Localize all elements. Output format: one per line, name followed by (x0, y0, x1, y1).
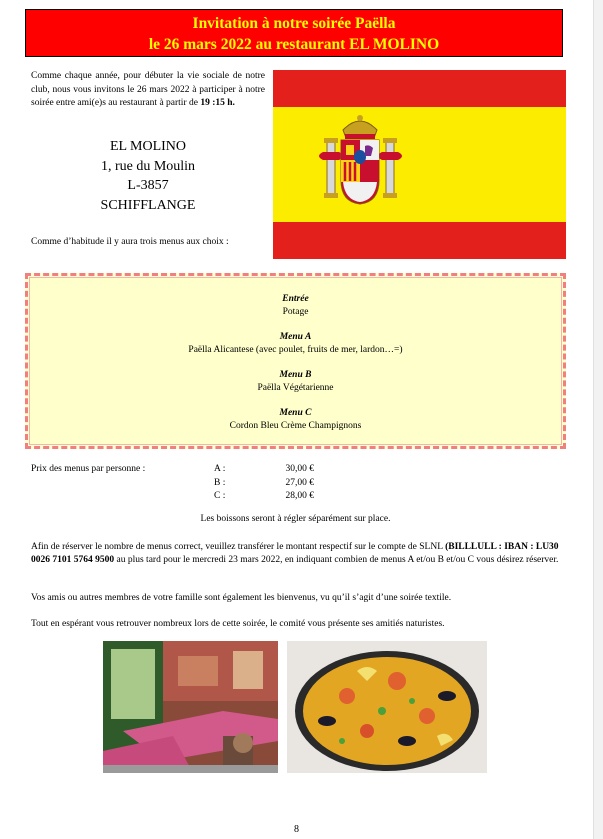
menu-options-box (25, 273, 566, 449)
reservation-paragraph (31, 541, 561, 567)
menu-entree-title: Entrée (282, 294, 309, 304)
price-menu: B : (214, 477, 226, 488)
address-city: SCHIFFLANGE (100, 197, 196, 213)
intro-text: Comme chaque année, pour débuter la vie sociale de notre club, nous vous invitons le 26 mars 2022 à participer à notre soirée entre ami(e)s au restaurant à partir de (31, 71, 265, 108)
reservation-text-after: au plus tard pour le mercredi 23 mars 2022, en indiquant combien de menus A et/ou B et/ou C vous désirez réserver. (114, 555, 559, 565)
menu-a-dish: Paëlla Alicantese (avec poulet, fruits de mer, lardon…=) (188, 344, 403, 355)
scrollbar-track[interactable] (593, 0, 603, 839)
menu-a-title: Menu A (279, 332, 312, 342)
header-title-line1: Invitation à notre soirée Paëlla (192, 15, 396, 32)
price-value: 28,00 € (285, 491, 314, 501)
reservation-text-before: Afin de réserver le nombre de menus correct, veuillez transférer le montant respectif sur le compte de SLNL (31, 542, 446, 552)
paella-dish-photo (287, 641, 487, 773)
bank-details: (BILLLULL : IBAN : LU30 0026 7101 5764 9500 (31, 542, 559, 565)
menu-entree-dish: Potage (282, 306, 309, 317)
intro-time: 19 :15 h. (200, 98, 235, 108)
drinks-note: Les boissons seront à régler séparément sur place. (200, 514, 391, 524)
menu-c-dish: Cordon Bleu Crème Champignons (229, 420, 362, 431)
price-menu: C : (214, 491, 226, 501)
price-value: 30,00 € (285, 464, 314, 474)
address-name: EL MOLINO (109, 139, 187, 154)
address-postcode: L-3857 (127, 178, 169, 193)
spanish-flag-image (273, 70, 566, 259)
restaurant-interior-photo (103, 641, 278, 773)
price-label: Prix des menus par personne : (31, 464, 146, 474)
price-value: 27,00 € (285, 477, 314, 488)
invitation-header (25, 9, 563, 57)
price-menu: A : (214, 464, 226, 474)
intro-paragraph (31, 70, 265, 111)
menu-choice-text: Comme d’habitude il y aura trois menus aux choix : (31, 237, 229, 247)
menu-b-dish: Paëlla Végétarienne (257, 382, 334, 393)
address-street: 1, rue du Moulin (100, 158, 196, 174)
closing-paragraph: Tout en espérant vous retrouver nombreux lors de cette soirée, le comité vous présente ses amitiés naturistes. (31, 619, 445, 629)
menu-c-title: Menu C (279, 408, 312, 418)
menu-b-title: Menu B (279, 370, 312, 380)
welcome-paragraph: Vos amis ou autres membres de votre famille sont également les bienvenus, vu qu’il s’agit d’une soirée textile. (31, 593, 452, 603)
header-title-line2: le 26 mars 2022 au restaurant EL MOLINO (148, 36, 440, 53)
page-number: 8 (294, 824, 299, 835)
restaurant-address (31, 137, 265, 215)
